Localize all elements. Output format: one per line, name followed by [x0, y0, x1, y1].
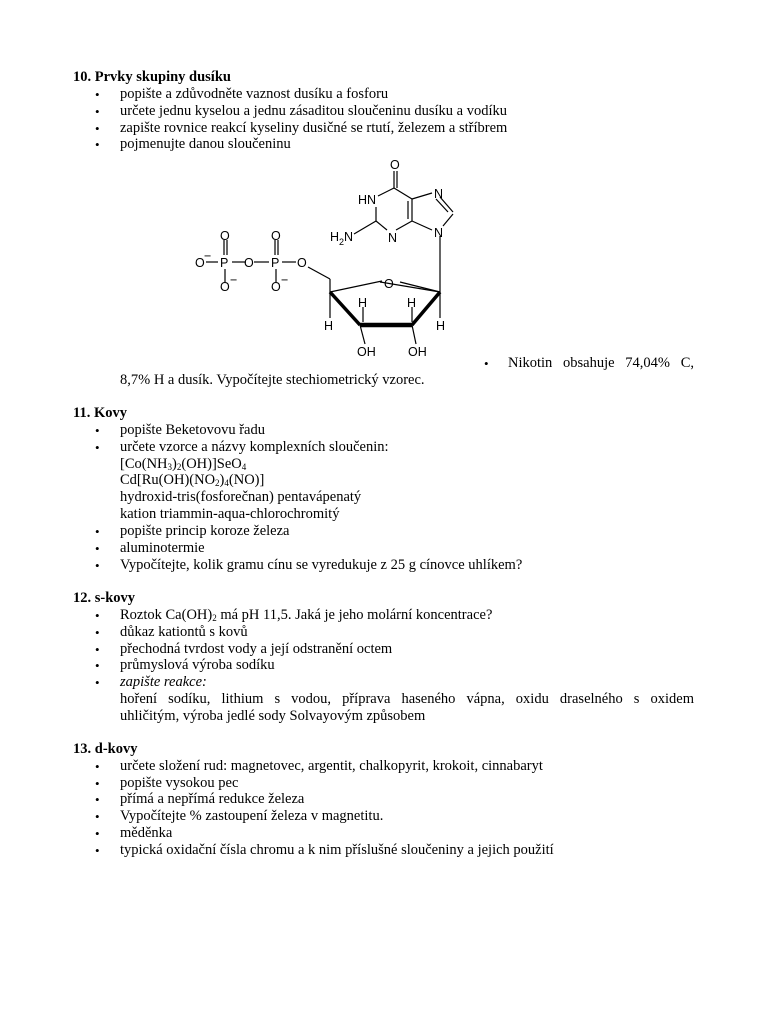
atom-label: O — [244, 256, 254, 270]
atom-label: O — [220, 280, 230, 294]
bond — [330, 281, 382, 292]
list-item: zapište rovnice reakcí kyseliny dusičné se rtutí, železem a stříbrem — [120, 120, 508, 136]
list-item: přímá a nepřímá redukce železa — [120, 791, 305, 807]
list-item: určete vzorce a názvy komplexních sloučenin: — [120, 439, 389, 455]
bullet: • — [95, 809, 100, 824]
atom-label: O — [390, 158, 400, 172]
reakce-line-1: hoření sodíku, lithium s vodou, příprava haseného vápna, oxidu draselného s oxidem — [120, 691, 694, 707]
list-item: důkaz kationtů s kovů — [120, 624, 248, 640]
bullet: • — [95, 558, 100, 573]
bullet: • — [95, 137, 100, 152]
bullet: • — [95, 121, 100, 136]
bullet: • — [95, 642, 100, 657]
atom-label: OH — [357, 345, 376, 359]
list-item: měděnka — [120, 825, 173, 841]
bond — [400, 282, 440, 292]
atom-label: N — [434, 187, 444, 201]
bullet: • — [95, 792, 100, 807]
complex-name-2: kation triammin-aqua-chlorochromitý — [120, 506, 340, 522]
charge-label: − — [281, 273, 289, 287]
list-item: popište a zdůvodněte vaznost dusíku a fosforu — [120, 86, 389, 102]
bullet: • — [95, 423, 100, 438]
bullet: • — [95, 759, 100, 774]
section-12-heading: 12. s-kovy — [73, 590, 136, 606]
bullet: • — [95, 541, 100, 556]
bullet: • — [95, 843, 100, 858]
bond — [330, 292, 360, 325]
bullet: • — [95, 675, 100, 690]
nikotin-line-2: 8,7% H a dusík. Vypočítejte stechiometrický vzorec. — [120, 372, 425, 388]
bond — [376, 221, 387, 230]
atom-label: N — [388, 231, 398, 245]
bond — [412, 221, 432, 230]
list-item: určete složení rud: magnetovec, argentit, chalkopyrit, krokoit, cinnabaryt — [120, 758, 543, 774]
atom-label: O — [271, 280, 281, 294]
atom-label: P — [220, 256, 229, 270]
bullet: • — [95, 104, 100, 119]
charge-label: − — [230, 273, 238, 287]
bond — [308, 267, 330, 279]
bullet: • — [95, 776, 100, 791]
chemical-structure-diagram — [190, 152, 490, 362]
list-item: Roztok $Ca(OH)_2$ má pH 11,5. Jaká je jeho molární koncentrace? — [120, 607, 493, 623]
list-item: popište Beketovovu řadu — [120, 422, 265, 438]
bond — [354, 221, 376, 234]
list-item: Vypočítejte, kolik gramu cínu se vyredukuje z 25 g cínovce uhlíkem? — [120, 557, 523, 573]
list-item: přechodná tvrdost vody a její odstranění octem — [120, 641, 393, 657]
atom-label: P — [271, 256, 280, 270]
list-item: pojmenujte danou sloučeninu — [120, 136, 291, 152]
list-item: popište princip koroze železa — [120, 523, 290, 539]
atom-label: O — [384, 277, 394, 291]
bond — [394, 188, 412, 199]
complex-formula-2: $Cd[Ru(OH)(NO_2)_4(NO)]$ — [120, 472, 265, 488]
list-item: průmyslová výroba sodíku — [120, 657, 275, 673]
bond — [378, 188, 394, 196]
atom-label: HN — [358, 193, 377, 207]
section-11-heading: 11. Kovy — [73, 405, 127, 421]
bullet: • — [95, 658, 100, 673]
atom-label: H — [324, 319, 334, 333]
atom-label: H — [436, 319, 446, 333]
atom-label: N — [434, 226, 444, 240]
reakce-line-2: uhličitým, výroba jedlé sody Solvayovým způsobem — [120, 708, 426, 724]
bullet: • — [95, 826, 100, 841]
nikotin-line-1: Nikotin obsahuje 74,04% C, — [508, 355, 694, 371]
bond — [443, 214, 453, 226]
atom-label: O — [271, 229, 281, 243]
list-item: zapište reakce: — [120, 674, 207, 690]
list-item: popište vysokou pec — [120, 775, 239, 791]
bond — [412, 325, 416, 344]
bullet: • — [95, 524, 100, 539]
section-10-heading: 10. Prvky skupiny dusíku — [73, 69, 231, 85]
atom-label: O — [297, 256, 307, 270]
bullet: • — [95, 87, 100, 102]
bullet: • — [95, 440, 100, 455]
bond — [412, 193, 432, 199]
complex-name-1: hydroxid-tris(fosforečnan) pentavápenatý — [120, 489, 362, 505]
bond — [360, 325, 365, 344]
section-13-heading: 13. d-kovy — [73, 741, 138, 757]
bullet: • — [484, 356, 489, 371]
bond — [396, 221, 412, 230]
complex-formula-1: $[Co(NH_3)_2(OH)]SeO_4$ — [120, 456, 247, 472]
atom-label: H — [358, 296, 368, 310]
charge-label: − — [204, 249, 212, 263]
atom-label: O — [195, 256, 205, 270]
list-item: určete jednu kyselou a jednu zásaditou sloučeninu dusíku a vodíku — [120, 103, 507, 119]
atom-label: H — [407, 296, 417, 310]
bullet: • — [95, 608, 100, 623]
list-item: aluminotermie — [120, 540, 205, 556]
list-item: Vypočítejte % zastoupení železa v magnetitu. — [120, 808, 384, 824]
bullet: • — [95, 625, 100, 640]
list-item: typická oxidační čísla chromu a k nim příslušné sloučeniny a jejich použití — [120, 842, 554, 858]
atom-label: OH — [408, 345, 427, 359]
atom-label: $H_2N$ — [330, 230, 354, 247]
atom-label: O — [220, 229, 230, 243]
